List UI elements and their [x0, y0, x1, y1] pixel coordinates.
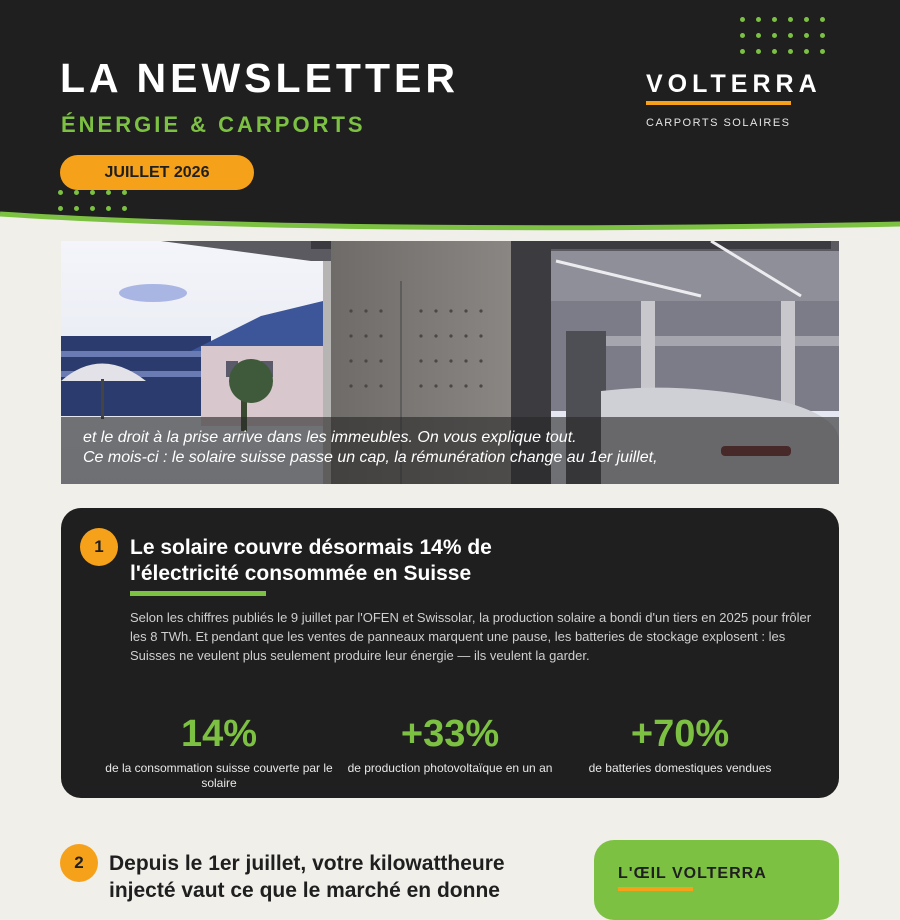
- stat-item: [565, 713, 795, 776]
- newsletter-subtitle: ÉNERGIE & CARPORTS: [61, 112, 366, 137]
- decorative-dots-top-right: [740, 17, 825, 54]
- section-1-title: Le solaire couvre désormais 14% de l'électricité consommée en Suisse: [130, 536, 492, 585]
- section-1-body: Selon les chiffres publiés le 9 juillet par l'OFEN et Swissolar, la production solaire a bondi d'un tiers en 2025 pour frôler les 8 TWh. Et pendant que les ventes de panneaux marquent une pause, les batteries de stockage explosent : les Suisses ne veulent plus seulement produire leur énergie — ils veulent la garder.: [130, 610, 812, 663]
- section-number-badge: 2: [60, 844, 98, 882]
- issue-date-badge: JUILLET 2026: [60, 155, 254, 190]
- stat-item: [335, 713, 565, 776]
- hero-caption-line: et le droit à la prise arrive dans les immeubles. On vous explique tout.: [83, 429, 577, 446]
- section-1-card: [61, 508, 839, 798]
- stat-label: de batteries domestiques vendues: [588, 761, 772, 775]
- sidebox-underline: [618, 887, 693, 891]
- section-2-title: Depuis le 1er juillet, votre kilowattheure injecté vaut ce que le marché en donne: [109, 852, 505, 902]
- newsletter-header: [0, 0, 900, 232]
- stat-value: +70%: [630, 713, 730, 755]
- hero-caption-line: Ce mois-ci : le solaire suisse passe un cap, la rémunération change au 1er juillet,: [83, 449, 658, 466]
- stat-value: +33%: [400, 713, 500, 755]
- section-title-underline: [130, 591, 266, 596]
- sidebox-oeil-volterra: [594, 840, 839, 920]
- sidebox-title: L'ŒIL VOLTERRA: [618, 865, 767, 882]
- stat-value: 14%: [180, 713, 258, 755]
- stat-item: [104, 713, 334, 791]
- hero-image: [61, 241, 839, 484]
- section-number-badge: 1: [80, 528, 118, 566]
- stat-label: de production photovoltaïque en un an: [347, 761, 553, 775]
- header-wave: [0, 200, 900, 240]
- brand-underline: [646, 101, 791, 105]
- brand-tagline: CARPORTS SOLAIRES: [646, 117, 791, 129]
- stat-label: de la consommation suisse couverte par le solaire: [105, 761, 333, 790]
- newsletter-title: LA NEWSLETTER: [60, 55, 459, 101]
- brand-logo: VOLTERRA: [646, 70, 822, 98]
